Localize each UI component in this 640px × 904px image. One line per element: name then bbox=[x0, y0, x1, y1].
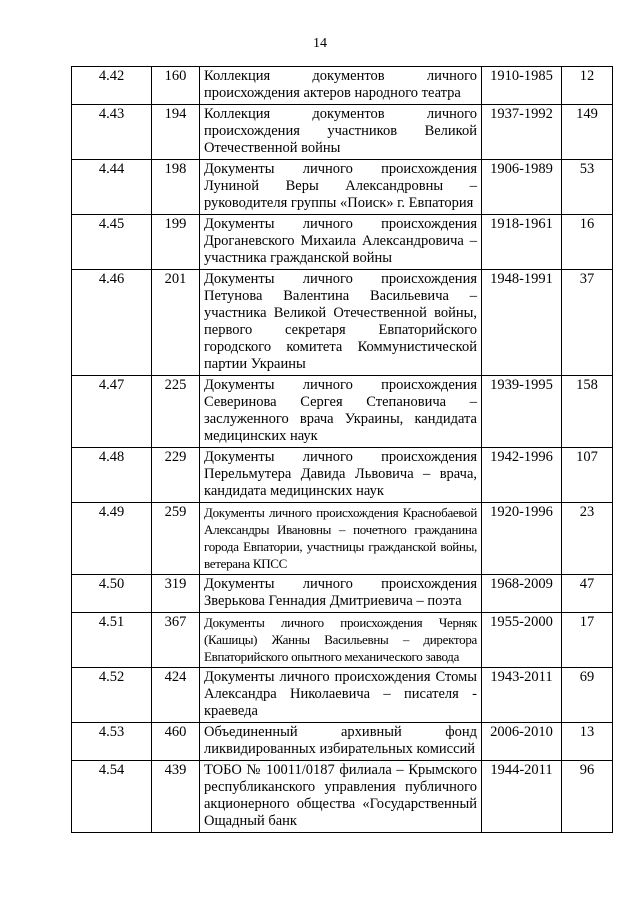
fund-title: Документы личного происхождения Краснобаевой Александры Ивановны – почетного гражданина города Евпатории, участницы гражданской войны, ветерана КПСС bbox=[200, 503, 482, 575]
fund-number: 424 bbox=[152, 668, 200, 723]
fund-title: Объединенный архивный фонд ликвидированных избирательных комиссий bbox=[200, 723, 482, 761]
item-number: 4.45 bbox=[72, 215, 152, 270]
item-number: 4.51 bbox=[72, 613, 152, 668]
fund-title: Документы личного происхождения Черняк (Кашицы) Жанны Васильевны – директора Евпаторийского опытного механического завода bbox=[200, 613, 482, 668]
table-row bbox=[72, 270, 613, 376]
fund-number: 198 bbox=[152, 160, 200, 215]
fund-number: 160 bbox=[152, 67, 200, 105]
date-range: 2006-2010 bbox=[482, 723, 562, 761]
table-row bbox=[72, 376, 613, 448]
date-range: 1939-1995 bbox=[482, 376, 562, 448]
fund-number: 225 bbox=[152, 376, 200, 448]
file-count: 16 bbox=[562, 215, 613, 270]
table-row bbox=[72, 67, 613, 105]
fund-number: 460 bbox=[152, 723, 200, 761]
archive-fund-table bbox=[71, 66, 613, 833]
file-count: 47 bbox=[562, 575, 613, 613]
fund-title: Документы личного происхождения Стомы Александра Николаевича – писателя - краеведа bbox=[200, 668, 482, 723]
item-number: 4.52 bbox=[72, 668, 152, 723]
file-count: 96 bbox=[562, 761, 613, 833]
item-number: 4.43 bbox=[72, 105, 152, 160]
fund-number: 367 bbox=[152, 613, 200, 668]
file-count: 17 bbox=[562, 613, 613, 668]
table-row bbox=[72, 215, 613, 270]
item-number: 4.48 bbox=[72, 448, 152, 503]
fund-number: 259 bbox=[152, 503, 200, 575]
file-count: 12 bbox=[562, 67, 613, 105]
fund-title: Документы личного происхождения Петунова Валентина Васильевича – участника Великой Отечественной войны, первого секретаря Евпаторийского городского комитета Коммунистической партии Украины bbox=[200, 270, 482, 376]
item-number: 4.42 bbox=[72, 67, 152, 105]
file-count: 37 bbox=[562, 270, 613, 376]
file-count: 107 bbox=[562, 448, 613, 503]
date-range: 1944-2011 bbox=[482, 761, 562, 833]
fund-title: Документы личного происхождения Дроганевского Михаила Александровича – участника гражданской войны bbox=[200, 215, 482, 270]
item-number: 4.47 bbox=[72, 376, 152, 448]
table-row bbox=[72, 668, 613, 723]
table-row bbox=[72, 575, 613, 613]
date-range: 1943-2011 bbox=[482, 668, 562, 723]
date-range: 1906-1989 bbox=[482, 160, 562, 215]
page-number: 14 bbox=[313, 36, 327, 51]
date-range: 1918-1961 bbox=[482, 215, 562, 270]
fund-number: 201 bbox=[152, 270, 200, 376]
item-number: 4.50 bbox=[72, 575, 152, 613]
fund-title: Документы личного происхождения Луниной Веры Александровны – руководителя группы «Поиск» г. Евпатория bbox=[200, 160, 482, 215]
fund-title: Коллекция документов личного происхождения участников Великой Отечественной войны bbox=[200, 105, 482, 160]
date-range: 1955-2000 bbox=[482, 613, 562, 668]
table-row bbox=[72, 503, 613, 575]
fund-number: 319 bbox=[152, 575, 200, 613]
table-row bbox=[72, 761, 613, 833]
file-count: 158 bbox=[562, 376, 613, 448]
fund-title: Коллекция документов личного происхождения актеров народного театра bbox=[200, 67, 482, 105]
item-number: 4.49 bbox=[72, 503, 152, 575]
file-count: 53 bbox=[562, 160, 613, 215]
file-count: 69 bbox=[562, 668, 613, 723]
file-count: 149 bbox=[562, 105, 613, 160]
fund-title: Документы личного происхождения Зверькова Геннадия Дмитриевича – поэта bbox=[200, 575, 482, 613]
fund-number: 439 bbox=[152, 761, 200, 833]
item-number: 4.46 bbox=[72, 270, 152, 376]
item-number: 4.53 bbox=[72, 723, 152, 761]
fund-number: 199 bbox=[152, 215, 200, 270]
file-count: 23 bbox=[562, 503, 613, 575]
date-range: 1948-1991 bbox=[482, 270, 562, 376]
date-range: 1910-1985 bbox=[482, 67, 562, 105]
table-row bbox=[72, 160, 613, 215]
table-row bbox=[72, 448, 613, 503]
item-number: 4.54 bbox=[72, 761, 152, 833]
fund-title: Документы личного происхождения Северинова Сергея Степановича – заслуженного врача Украины, кандидата медицинских наук bbox=[200, 376, 482, 448]
date-range: 1968-2009 bbox=[482, 575, 562, 613]
table-row bbox=[72, 105, 613, 160]
date-range: 1942-1996 bbox=[482, 448, 562, 503]
item-number: 4.44 bbox=[72, 160, 152, 215]
date-range: 1937-1992 bbox=[482, 105, 562, 160]
date-range: 1920-1996 bbox=[482, 503, 562, 575]
file-count: 13 bbox=[562, 723, 613, 761]
fund-title: Документы личного происхождения Перельмутера Давида Львовича – врача, кандидата медицинских наук bbox=[200, 448, 482, 503]
fund-title: ТОБО № 10011/0187 филиала – Крымского республиканского управления публичного акционерного общества «Государственный Ощадный банк bbox=[200, 761, 482, 833]
fund-number: 229 bbox=[152, 448, 200, 503]
table-row bbox=[72, 723, 613, 761]
table-row bbox=[72, 613, 613, 668]
fund-number: 194 bbox=[152, 105, 200, 160]
